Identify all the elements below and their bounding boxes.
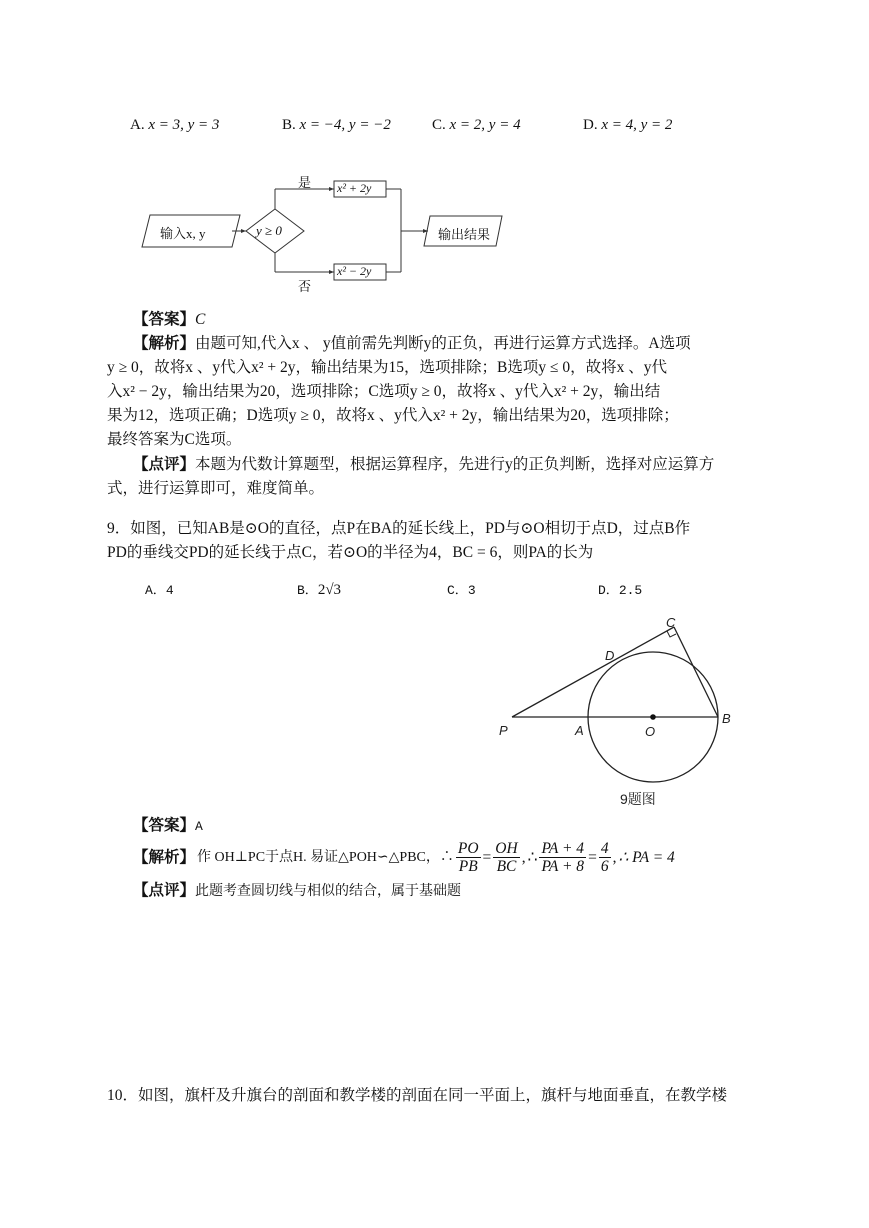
option-value: x = −4, y = −2 [299, 117, 391, 133]
option-value: 2.5 [618, 583, 643, 598]
q8-option-a [130, 117, 219, 134]
option-label: B. [282, 117, 296, 133]
q8-analysis-line-2: y ≥ 0，故将x 、y代入x² + 2y，输出结果为15，选项排除；B选项y ≤ 0，故将x 、y代 [107, 359, 667, 376]
option-label: C． [447, 583, 468, 598]
answer-tag: 【答案】 [133, 817, 196, 834]
option-value: 3 [467, 583, 476, 598]
point-label-o: O [645, 724, 656, 739]
result-text: ∴ PA = 4 [618, 848, 675, 866]
fraction-oh-bc: $\frac{OH}{BC}$ [495, 840, 518, 875]
flow-input-label: 输入x, y [160, 226, 206, 241]
option-label: B． [297, 583, 318, 598]
option-label: D. [583, 117, 598, 133]
analysis-tag: 【解析】 [133, 335, 196, 352]
answer-value: A [195, 819, 203, 834]
flow-no-label: 否 [298, 279, 312, 294]
option-value: 4 [165, 583, 174, 598]
q8-analysis-line-3: 入x² − 2y，输出结果为20，选项排除；C选项y ≥ 0，故将x 、y代入x² + 2y，输出结 [107, 383, 661, 400]
q8-comment-line-1 [133, 453, 714, 477]
q9-comment [133, 879, 461, 904]
point-label-b: B [722, 711, 731, 726]
q10-stem: 10．如图，旗杆及升旗台的剖面和教学楼的剖面在同一平面上，旗杆与地面垂直，在教学楼 [107, 1087, 728, 1104]
q9-answer [133, 814, 203, 839]
q9-analysis: 【解析】 作 OH⊥PC于点H. 易证△POH∽△PBC，∴ $\frac{PO}{PB}$ = $\frac{OH}{BC}$ , ∴ $\frac{PA + 4}{PA + 8}$ = $\frac{4}{6}$ , ∴ PA = 4 [133, 840, 675, 875]
fraction-po-pb: $\frac{PO}{PB}$ [457, 840, 479, 875]
option-value: x = 2, y = 4 [449, 117, 521, 133]
point-label-c: C [666, 615, 676, 630]
q8-option-d [583, 117, 672, 134]
option-value: x = 3, y = 3 [148, 117, 220, 133]
option-value: 2√3 [317, 582, 342, 598]
q8-analysis-line-4: 果为12，选项正确；D选项y ≥ 0，故将x 、y代入x² + 2y，输出结果为20，选项排除； [107, 407, 679, 424]
q9-geometry-figure [490, 610, 750, 815]
fraction-4-6: $\frac{4}{6}$ [600, 840, 609, 875]
analysis-text: 作 OH⊥PC于点H. 易证△POH∽△PBC，∴ [197, 849, 454, 865]
option-label: C. [432, 117, 446, 133]
option-label: A. [130, 117, 145, 133]
center-dot [650, 714, 656, 720]
q9-option-a [145, 579, 174, 598]
answer-tag: 【答案】 [133, 311, 196, 328]
comment-text: 此题考查圆切线与相似的结合，属于基础题 [195, 884, 462, 899]
flow-yes-expr: x² + 2y [337, 181, 372, 195]
segment-pc [512, 627, 674, 717]
point-label-p: P [499, 723, 508, 738]
option-label: D． [598, 583, 619, 598]
q9-option-b [297, 579, 341, 599]
flow-no-expr: x² − 2y [337, 264, 372, 278]
q8-analysis-line-1 [133, 332, 691, 356]
comment-text: 本题为代数计算题型，根据运算程序，先进行y的正负判断，选择对应运算方 [195, 456, 715, 473]
option-value: x = 4, y = 2 [601, 117, 673, 133]
q9-option-c [447, 579, 476, 598]
q8-analysis-line-5: 最终答案为C选项。 [107, 431, 242, 448]
comment-tag: 【点评】 [133, 456, 196, 473]
flow-output-label: 输出结果 [438, 227, 491, 242]
flow-condition-label: y ≥ 0 [256, 223, 282, 238]
segment-bc [674, 627, 718, 717]
point-label-d: D [605, 648, 615, 663]
q8-option-c [432, 117, 521, 134]
comment-tag: 【点评】 [133, 882, 196, 899]
answer-value: C [195, 311, 206, 328]
flow-yes-label: 是 [298, 175, 312, 190]
figure-caption: 9题图 [620, 791, 656, 807]
q8-option-b [282, 117, 391, 134]
analysis-tag: 【解析】 [133, 848, 196, 866]
q8-answer [133, 308, 205, 332]
right-angle-mark [667, 631, 676, 637]
q9-stem-line-1: 9．如图，已知AB是⊙O的直径，点P在BA的延长线上，PD与⊙O相切于点D，过点B作 [107, 520, 691, 537]
q9-option-d [598, 579, 642, 598]
analysis-text: 由题可知,代入x 、 y值前需先判断y的正负，再进行运算方式选择。A选项 [195, 335, 691, 352]
option-label: A． [145, 583, 166, 598]
point-label-a: A [575, 723, 584, 738]
fraction-pa: $\frac{PA + 4}{PA + 8}$ [541, 840, 585, 875]
q9-stem-line-2: PD的垂线交PD的延长线于点C，若⊙O的半径为4，BC = 6，则PA的长为 [107, 544, 594, 561]
therefore-symbol: ∴ [527, 848, 538, 866]
q8-comment-line-2: 式，进行运算即可，难度简单。 [107, 480, 325, 497]
